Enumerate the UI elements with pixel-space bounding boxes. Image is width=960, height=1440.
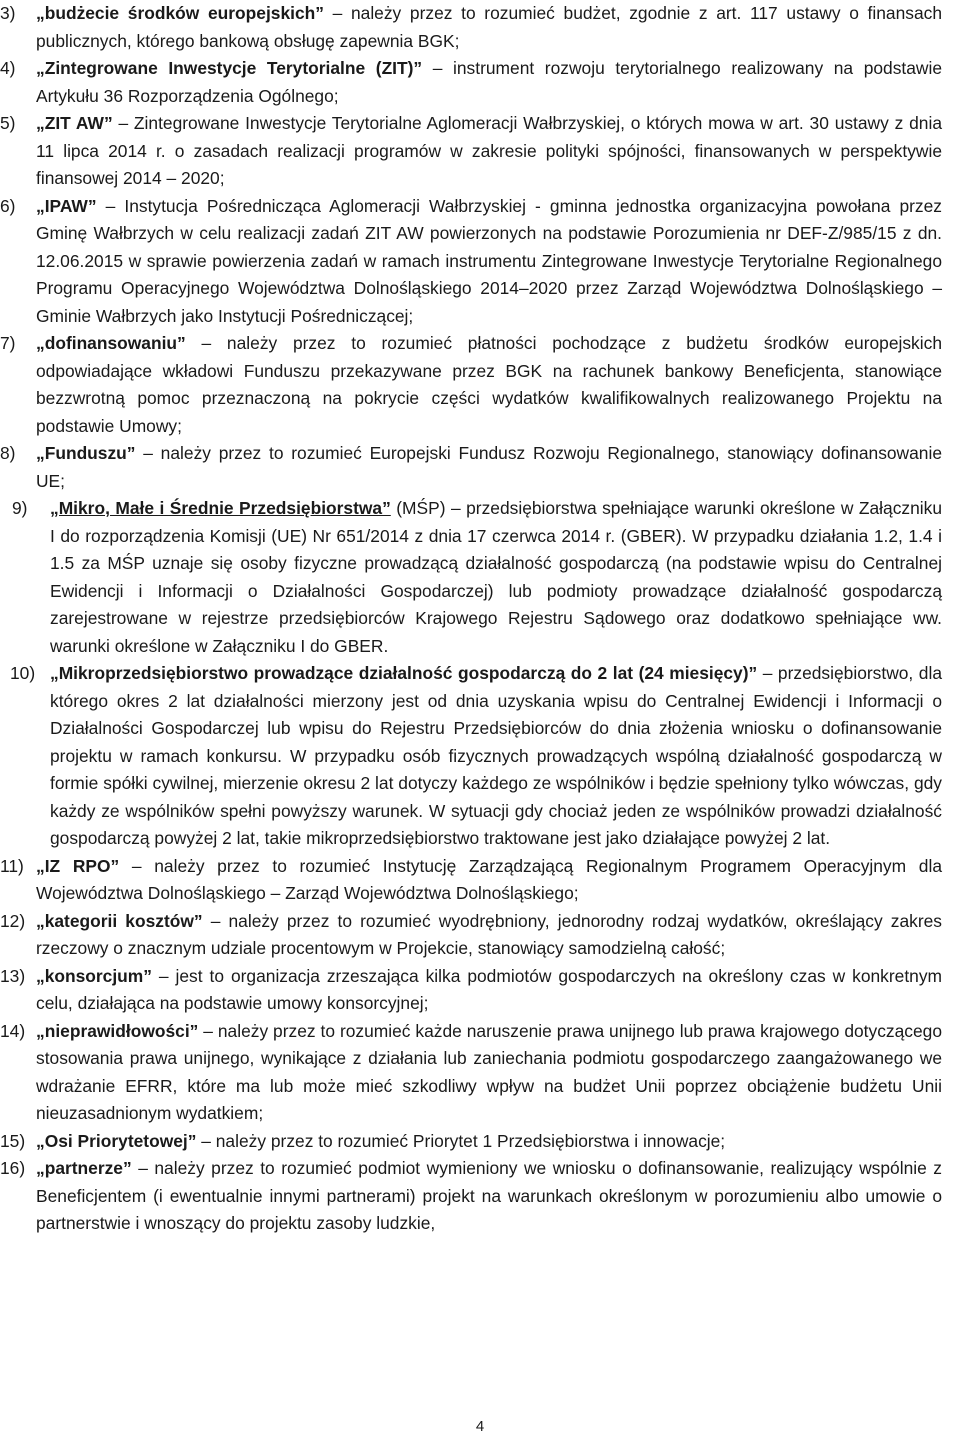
item-number: 11): [0, 855, 24, 876]
definition-item: [0, 1018, 942, 1128]
item-text: (MŚP) – przedsiębiorstwa spełniające warunki określone w Załączniku I do rozporządzenia Komisji (UE) Nr 651/2014 z dnia 17 czerwca 2014 r. (GBER). W przypadku działania 1.2, 1.4 i 1.5 za MŚP uznaje się osoby fizyczne prowadzącą działalność gospodarczą (na podstawie wpisu do Centralnej Ewidencji i Informacji o Działalności Gospodarczej) lub podmioty prowadzące działalność gospodarczą zarejestrowane w rejestrze przedsiębiorców Krajowego Rejestru Sądowego oraz dodatkowo spełniające ww. warunki określone w Załączniku I do GBER.: [50, 498, 942, 656]
item-number: 7): [0, 333, 16, 353]
definition-item: [0, 853, 942, 908]
item-text: – należy przez to rozumieć płatności pochodzące z budżetu środków europejskich odpowiadające wkładowi Funduszu przekazywane przez BGK na rachunek bankowy Beneficjenta, stanowiące bezzwrotną pomoc przeznaczoną na pokrycie części wydatków kwalifikowalnych realizowanego Projektu na podstawie Umowy;: [36, 333, 942, 436]
item-term: „konsorcjum”: [36, 965, 152, 986]
item-term: „IPAW”: [36, 195, 97, 216]
item-number: 14): [0, 1020, 26, 1041]
definition-item: [0, 660, 942, 853]
item-term: „Funduszu”: [36, 443, 136, 463]
item-term: „Zintegrowane Inwestycje Terytorialne (ZIT)”: [36, 58, 423, 78]
item-text: – przedsiębiorstwo, dla którego okres 2 lat działalności mierzony jest od dnia uzyskania wpisu do Centralnej Ewidencji i Informacji o Działalności Gospodarczej lub wpisu do Rejestru Przedsiębiorców do dnia złożenia wniosku o dofinansowanie projektu w ramach konkursu. W przypadku osób fizycznych prowadzących wspólną działalność gospodarczą w formie spółki cywilnej, mierzenie okresu 2 lat dotyczy każdego ze wspólników i będzie spełniony tylko wówczas, gdy każdy ze wspólników spełni powyższy warunek. W sytuacji gdy chociaż jeden ze wspólników prowadzi działalność gospodarczą powyżej 2 lat, takie mikroprzedsiębiorstwo traktowane jest jako działające powyżej 2 lat.: [50, 663, 942, 848]
item-number: 3): [0, 3, 16, 23]
item-term: „ZIT AW”: [36, 113, 113, 133]
item-number: 6): [0, 195, 16, 216]
item-term: „Mikro, Małe i Średnie Przedsiębiorstwa”: [50, 498, 391, 518]
item-number: 8): [0, 443, 16, 463]
item-number: 16): [0, 1158, 26, 1178]
item-text: – jest to organizacja zrzeszająca kilka podmiotów gospodarczych na określony czas w konkretnym celu, działająca na podstawie umowy konsorcyjnej;: [36, 965, 942, 1013]
item-text: – należy przez to rozumieć Priorytet 1 Przedsiębiorstwa i innowacje;: [196, 1130, 726, 1151]
definition-item: [0, 55, 942, 110]
item-number: 13): [0, 965, 26, 986]
definition-item: [0, 1155, 942, 1238]
item-text: – należy przez to rozumieć podmiot wymieniony we wniosku o dofinansowanie, realizujący wspólnie z Beneficjentem (i ewentualnie innymi partnerami) projekt na warunkach określonym w porozumieniu albo umowie o partnerstwie i wnoszący do projektu zasoby ludzkie,: [36, 1158, 942, 1233]
item-term: „partnerze”: [36, 1158, 132, 1178]
item-text: – Instytucja Pośrednicząca Aglomeracji Wałbrzyskiej - gminna jednostka organizacyjna powołana przez Gminę Wałbrzych w celu realizacji zadań ZIT AW powierzonych na podstawie Porozumienia nr DEF-Z/985/15 z dn. 12.06.2015 w sprawie powierzenia zadań w ramach instrumentu Zintegrowane Inwestycje Terytorialne Regionalnego Programu Operacyjnego Województwa Dolnośląskiego 2014–2020 przez Zarząd Województwa Dolnośląskiego – Gminie Wałbrzych jako Instytucji Pośredniczącej;: [36, 195, 942, 326]
item-number: 9): [12, 498, 28, 518]
item-number: 5): [0, 113, 16, 133]
item-number: 12): [0, 910, 26, 931]
definition-item: [0, 0, 942, 55]
item-term: „Osi Priorytetowej”: [36, 1130, 197, 1151]
definition-item: [0, 908, 942, 963]
item-text: – należy przez to rozumieć Instytucję Zarządzającą Regionalnym Programem Operacyjnym dla Województwa Dolnośląskiego – Zarząd Województwa Dolnośląskiego;: [36, 855, 942, 903]
definition-item: [0, 330, 942, 440]
page-number: 4: [475, 1418, 485, 1435]
definition-item: [0, 495, 942, 660]
item-number: 4): [0, 58, 16, 78]
definition-item: [0, 963, 942, 1018]
definition-item: [0, 193, 942, 331]
item-text: – należy przez to rozumieć budżet, zgodnie z art. 117 ustawy o finansach publicznych, którego bankową obsługę zapewnia BGK;: [36, 3, 942, 51]
definition-item: [0, 1128, 942, 1156]
item-term: „nieprawidłowości”: [36, 1020, 199, 1041]
definition-item: [0, 110, 942, 193]
item-term: „IZ RPO”: [36, 855, 120, 876]
item-number: 15): [0, 1130, 26, 1151]
definition-item: [0, 440, 942, 495]
item-term: „Mikroprzedsiębiorstwo prowadzące działalność gospodarczą do 2 lat (24 miesięcy)”: [50, 663, 758, 683]
item-term: „budżecie środków europejskich”: [36, 3, 324, 23]
item-text: – należy przez to rozumieć każde naruszenie prawa unijnego lub prawa krajowego dotyczącego stosowania prawa unijnego, wynikające z działania lub zaniechania podmiotu gospodarczego zaangażowanego we wdrażanie EFRR, które ma lub może mieć szkodliwy wpływ na budżet Unii poprzez obciążenie budżetu Unii nieuzasadnionym wydatkiem;: [36, 1020, 942, 1123]
item-text: – należy przez to rozumieć wyodrębniony, jednorodny rodzaj wydatków, określający zakres rzeczowy o znacznym udziale procentowym w Projekcie, stanowiący samodzielną całość;: [36, 910, 942, 958]
item-text: – Zintegrowane Inwestycje Terytorialne Aglomeracji Wałbrzyskiej, o których mowa w art. 30 ustawy z dnia 11 lipca 2014 r. o zasadach realizacji programów w zakresie polityki spójności, finansowanych w perspektywie finansowej 2014 – 2020;: [36, 113, 942, 188]
item-term: „kategorii kosztów”: [36, 910, 203, 931]
item-text: – należy przez to rozumieć Europejski Fundusz Rozwoju Regionalnego, stanowiący dofinansowanie UE;: [36, 443, 942, 491]
item-term: „dofinansowaniu”: [36, 333, 186, 353]
item-text: – instrument rozwoju terytorialnego realizowany na podstawie Artykułu 36 Rozporządzenia Ogólnego;: [36, 58, 943, 106]
item-number: 10): [10, 663, 36, 683]
